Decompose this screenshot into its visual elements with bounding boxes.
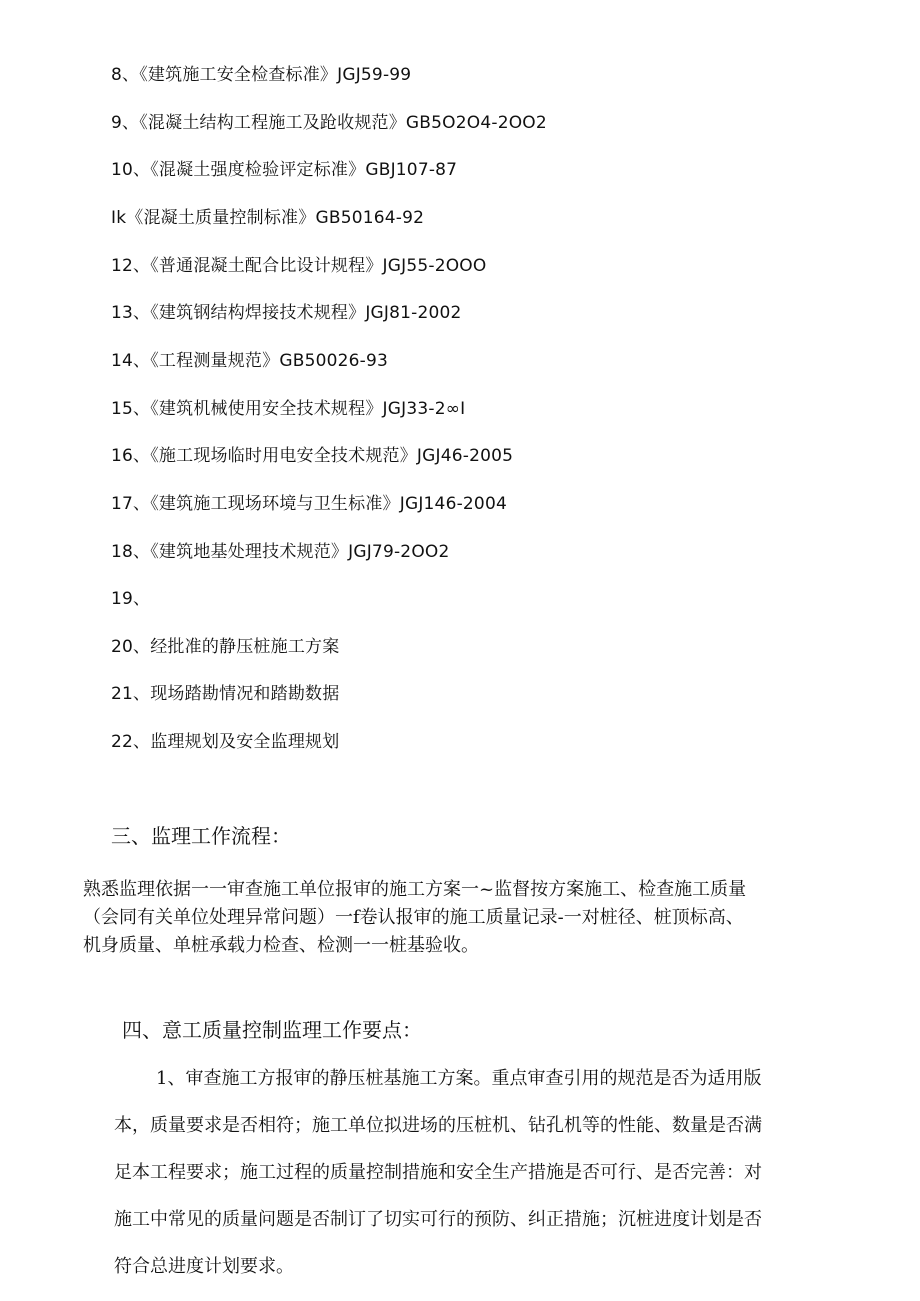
reference-item-17: 17、《建筑施工现场环境与卫生标准》JGJ146-2004 xyxy=(111,494,507,514)
reference-item-22: 22、监理规划及安全监理规划 xyxy=(111,732,340,752)
reference-item-14: 14、《工程测量规范》GB50026-93 xyxy=(111,351,389,371)
reference-item-18: 18、《建筑地基处理技术规范》JGJ79-2OO2 xyxy=(111,542,450,562)
reference-item-15: 15、《建筑机械使用安全技术规程》JGJ33-2∞I xyxy=(111,399,466,419)
reference-item-16: 16、《施工现场临时用电安全技术规范》JGJ46-2005 xyxy=(111,446,514,466)
paragraph-line: 熟悉监理依据一一审查施工单位报审的施工方案一~监督按方案施工、检查施工质量 xyxy=(83,879,747,900)
section-4-heading: 四、意工质量控制监理工作要点： xyxy=(122,1018,422,1042)
reference-item-21: 21、现场踏勘情况和踏勘数据 xyxy=(111,684,340,704)
paragraph-line: 足本工程要求；施工过程的质量控制措施和安全生产措施是否可行、是否完善：对 xyxy=(114,1162,762,1183)
paragraph-line: 施工中常见的质量问题是否制订了切实可行的预防、纠正措施；沉桩进度计划是否 xyxy=(114,1209,762,1230)
reference-item-11: Ik《混凝土质量控制标准》GB50164-92 xyxy=(111,208,425,228)
reference-item-19: 19、 xyxy=(111,589,151,609)
paragraph-line: 机身质量、单桩承载力检查、检测一一桩基验收。 xyxy=(83,935,479,956)
reference-item-12: 12、《普通混凝土配合比设计规程》JGJ55-2OOO xyxy=(111,256,487,276)
reference-item-13: 13、《建筑钢结构焊接技术规程》JGJ81-2002 xyxy=(111,303,462,323)
section-4-paragraph xyxy=(114,1055,844,1290)
reference-item-8: 8、《建筑施工安全检查标准》JGJ59-99 xyxy=(111,65,412,85)
paragraph-line: 1、审查施工方报审的静压桩基施工方案。重点审查引用的规范是否为适用版 xyxy=(156,1068,762,1089)
paragraph-line: 本，质量要求是否相符；施工单位拟进场的压桩机、钻孔机等的性能、数量是否满 xyxy=(114,1115,762,1136)
reference-item-10: 10、《混凝土强度检验评定标准》GBJ107-87 xyxy=(111,160,458,180)
paragraph-line: （会同有关单位处理异常问题）一f卷认报审的施工质量记录-一对桩径、桩顶标高、 xyxy=(83,907,744,928)
section-3-paragraph xyxy=(83,876,843,960)
paragraph-line: 符合总进度计划要求。 xyxy=(114,1256,294,1277)
section-3-heading: 三、监理工作流程： xyxy=(111,824,291,848)
reference-item-20: 20、经批准的静压桩施工方案 xyxy=(111,637,340,657)
reference-item-9: 9、《混凝土结构工程施工及跄收规范》GB5O2O4-2OO2 xyxy=(111,113,547,133)
